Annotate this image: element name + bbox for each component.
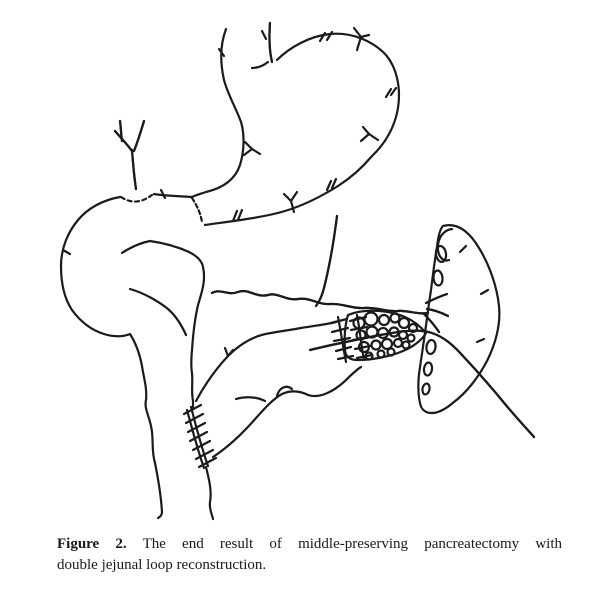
figure-label: Figure 2. [57,536,127,552]
stomach-illustration [192,23,399,225]
caption-line-1 [57,534,562,555]
jejunojejunostomy-suture [184,405,216,468]
figure-caption [57,534,562,575]
gastric-vein-illustration [316,216,337,306]
gastrojejunostomy-suture [192,198,202,222]
stomach-vessel-twigs [219,28,396,221]
hepaticojejunostomy-suture [121,195,152,202]
jejunal-loop-2-illustration [196,322,361,457]
caption-text-1: The end result of middle-preserving pancreatectomy with [142,536,562,552]
bile-duct-illustration [115,121,152,202]
caption-line-2: double jejunal loop reconstruction. [57,556,267,573]
jejunal-loop-1-illustration [61,190,216,519]
esophagus-illustration [262,23,272,62]
spleen-illustration [418,225,499,413]
splenic-vessels-illustration [212,291,428,313]
